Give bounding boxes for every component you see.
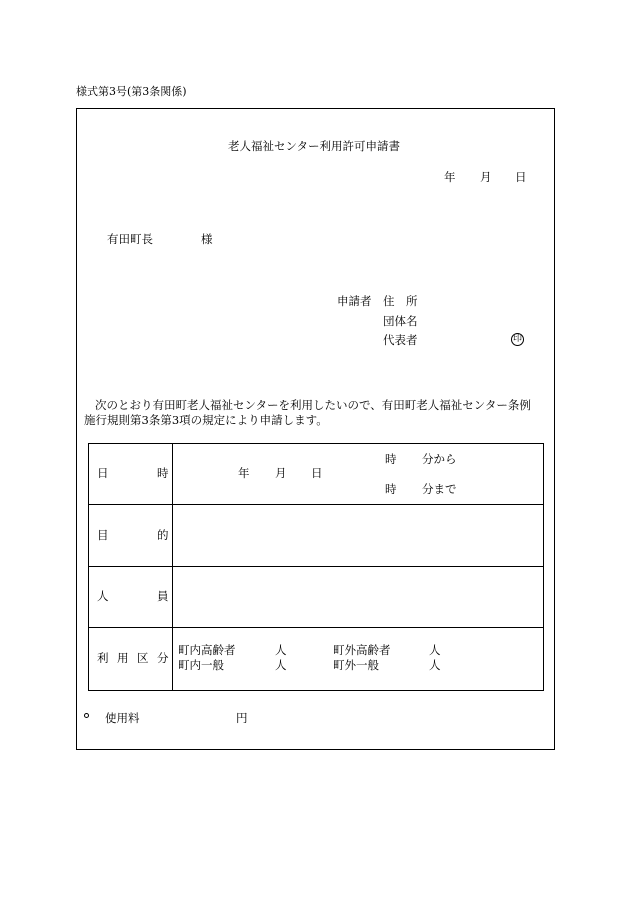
- datetime-label-cell: [89, 444, 173, 505]
- category-item-unit: 人: [275, 643, 287, 657]
- usage-details-table: [88, 443, 544, 691]
- table-row-people: [89, 567, 544, 628]
- category-item-unit: 人: [275, 658, 287, 672]
- people-input-cell[interactable]: [173, 567, 544, 628]
- date-day: 日: [515, 170, 527, 184]
- date-year: 年: [444, 170, 456, 184]
- datetime-from-hour: 時: [385, 452, 397, 466]
- datetime-label-a: 日: [97, 466, 109, 480]
- category-label-char-2: 用: [117, 651, 129, 665]
- purpose-label-cell: [89, 505, 173, 567]
- category-label-char-3: 区: [137, 651, 149, 665]
- datetime-year: 年: [238, 466, 250, 480]
- datetime-label-b: 時: [157, 466, 169, 480]
- category-item-name: 町内一般: [178, 658, 224, 672]
- applicant-label: 申請者: [337, 294, 372, 308]
- seal-mark-icon: 印: [512, 334, 522, 344]
- table-row-purpose: [89, 505, 544, 567]
- category-item-name: 町内高齢者: [178, 643, 236, 657]
- bullet-icon: [84, 713, 89, 718]
- applicant-address-label: 住 所: [383, 294, 418, 308]
- category-item-unit: 人: [429, 658, 441, 672]
- category-item-name: 町外一般: [333, 658, 379, 672]
- applicant-group-label: 団体名: [383, 314, 418, 328]
- datetime-day: 日: [311, 466, 323, 480]
- purpose-label-b: 的: [157, 528, 169, 542]
- addressee-honorific: 様: [201, 232, 213, 246]
- people-label-cell: [89, 567, 173, 628]
- purpose-label-a: 目: [97, 528, 109, 542]
- addressee-name: 有田町長: [107, 232, 153, 246]
- body-line-1: 次のとおり有田町老人福祉センターを利用したいので、有田町老人福祉センター条例: [95, 398, 531, 412]
- datetime-to-hour: 時: [385, 482, 397, 496]
- category-label-char-1: 利: [97, 651, 109, 665]
- people-label-a: 人: [97, 589, 109, 603]
- category-item-name: 町外高齢者: [333, 643, 391, 657]
- datetime-from-minute: 分から: [422, 452, 457, 466]
- fee-label: 使用料: [105, 711, 140, 725]
- category-label-char-4: 分: [157, 651, 169, 665]
- category-item-unit: 人: [429, 643, 441, 657]
- datetime-input-cell[interactable]: [173, 444, 544, 505]
- body-line-2: 施行規則第3条第3項の規定により申請します。: [84, 413, 328, 427]
- form-title: 老人福祉センター利用許可申請書: [228, 139, 401, 153]
- date-month: 月: [480, 170, 492, 184]
- applicant-representative-label: 代表者: [383, 333, 418, 347]
- form-number-label: 様式第3号(第3条関係): [76, 85, 187, 98]
- fee-unit: 円: [236, 711, 248, 725]
- people-label-b: 員: [157, 589, 169, 603]
- category-input-cell[interactable]: [173, 628, 544, 691]
- datetime-month: 月: [275, 466, 287, 480]
- table-row-datetime: [89, 444, 544, 505]
- purpose-input-cell[interactable]: [173, 505, 544, 567]
- datetime-to-minute: 分まで: [422, 482, 457, 496]
- category-label-cell: [89, 628, 173, 691]
- table-row-category: [89, 628, 544, 691]
